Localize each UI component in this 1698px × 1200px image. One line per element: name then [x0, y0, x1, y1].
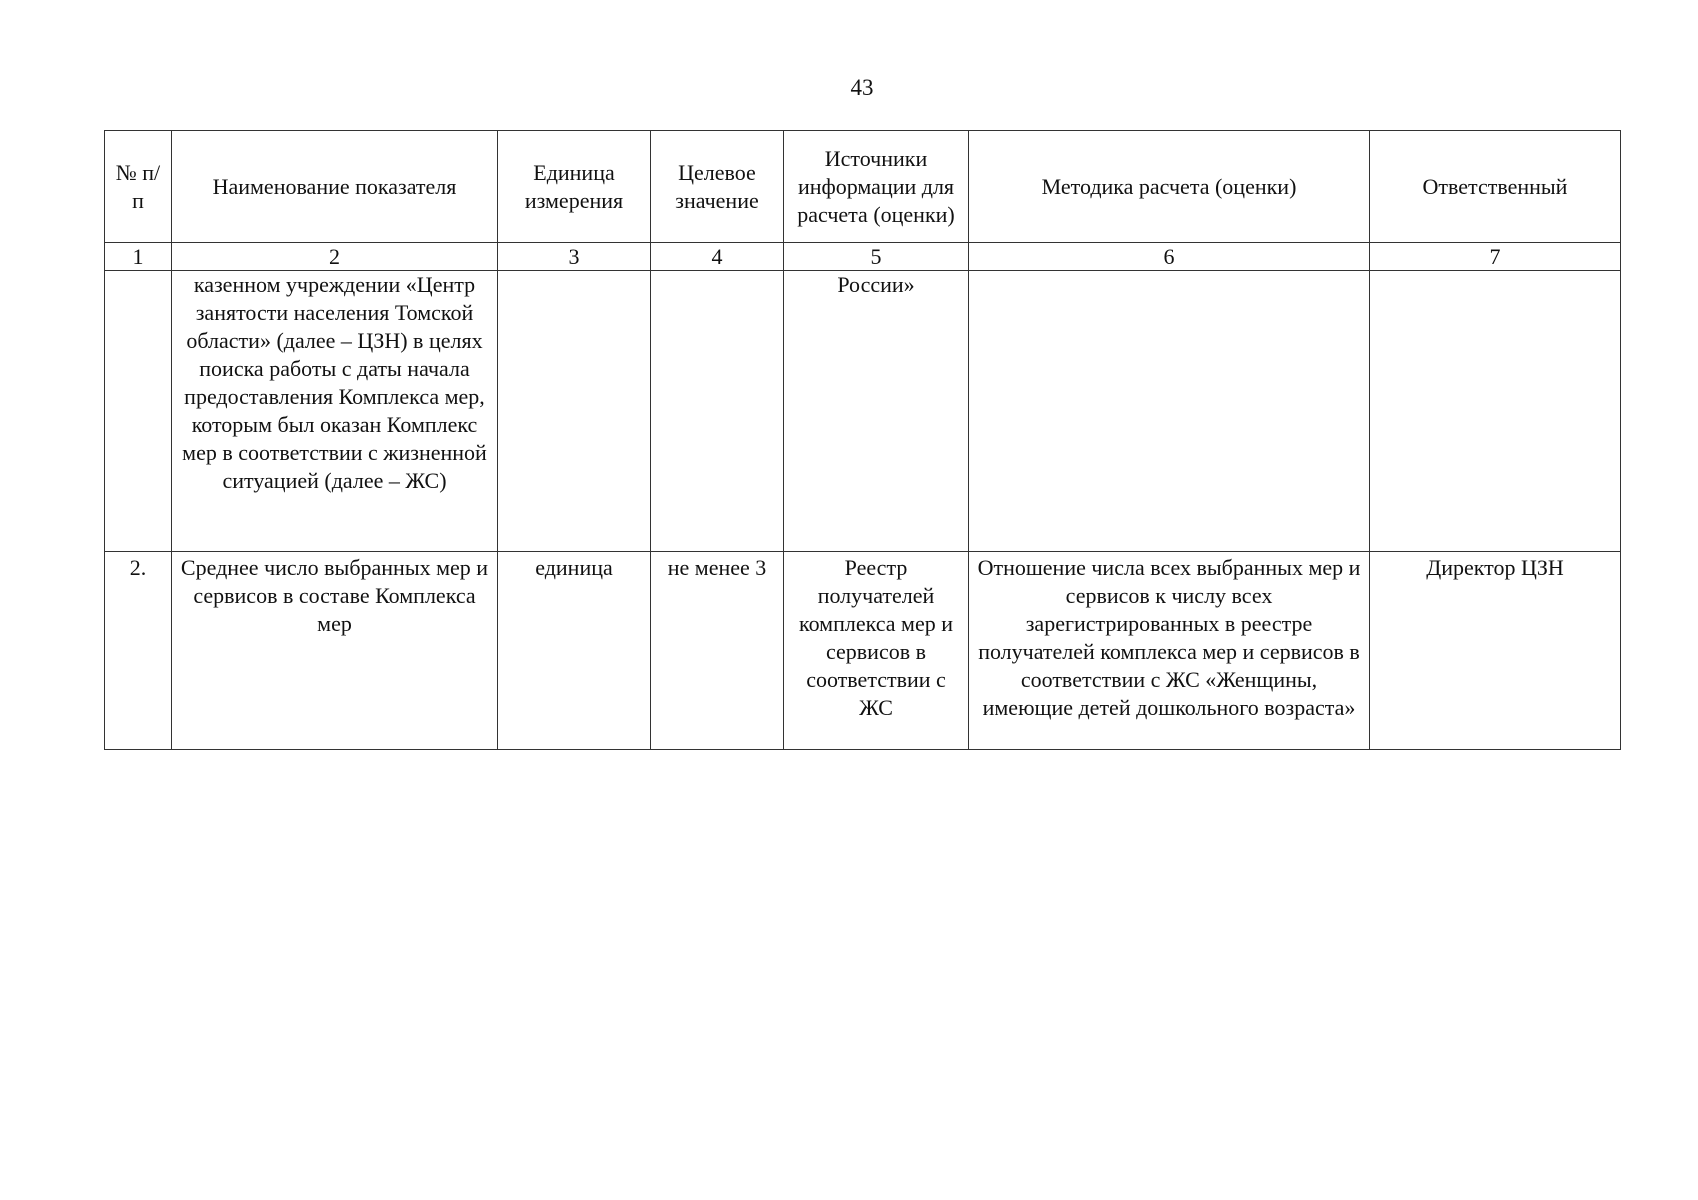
column-index: 2 [172, 243, 498, 271]
header-responsible: Ответственный [1370, 131, 1621, 243]
header-number: № п/п [105, 131, 172, 243]
calculation-method-cell: Отношение числа всех выбранных мер и сервисов к числу всех зарегистрированных в реестре получателей комплекса мер и сервисов в соответствии с ЖС «Женщины, имеющие детей дошкольного возраста» [969, 552, 1370, 750]
column-index: 6 [969, 243, 1370, 271]
indicator-name-cell: Среднее число выбранных мер и сервисов в составе Комплекса мер [172, 552, 498, 750]
row-number-cell: 2. [105, 552, 172, 750]
target-value-cell: не менее 3 [651, 552, 784, 750]
column-index: 4 [651, 243, 784, 271]
header-indicator-name: Наименование показателя [172, 131, 498, 243]
indicator-name-cell: казенном учреждении «Центр занятости населения Томской области» (далее – ЦЗН) в целях поиска работы с даты начала предоставления Комплекса мер, которым был оказан Комплекс мер в соответствии с жизненной ситуацией (далее – ЖС) [172, 271, 498, 552]
row-number-cell [105, 271, 172, 552]
target-value-cell [651, 271, 784, 552]
info-source-cell: Реестр получателей комплекса мер и сервисов в соответствии с ЖС [784, 552, 969, 750]
column-index-row [105, 243, 1621, 271]
column-index: 7 [1370, 243, 1621, 271]
calculation-method-cell [969, 271, 1370, 552]
column-index: 5 [784, 243, 969, 271]
table-row [105, 271, 1621, 552]
header-unit: Единица измерения [498, 131, 651, 243]
table-row [105, 552, 1621, 750]
unit-cell [498, 271, 651, 552]
column-index: 3 [498, 243, 651, 271]
unit-cell: единица [498, 552, 651, 750]
header-info-sources: Источники информации для расчета (оценки) [784, 131, 969, 243]
column-index: 1 [105, 243, 172, 271]
header-calculation-method: Методика расчета (оценки) [969, 131, 1370, 243]
page-number: 43 [850, 75, 874, 100]
indicators-table [104, 130, 1621, 750]
info-source-cell: России» [784, 271, 969, 552]
responsible-cell: Директор ЦЗН [1370, 552, 1621, 750]
table-header-row [105, 131, 1621, 243]
header-target-value: Целевое значение [651, 131, 784, 243]
responsible-cell [1370, 271, 1621, 552]
